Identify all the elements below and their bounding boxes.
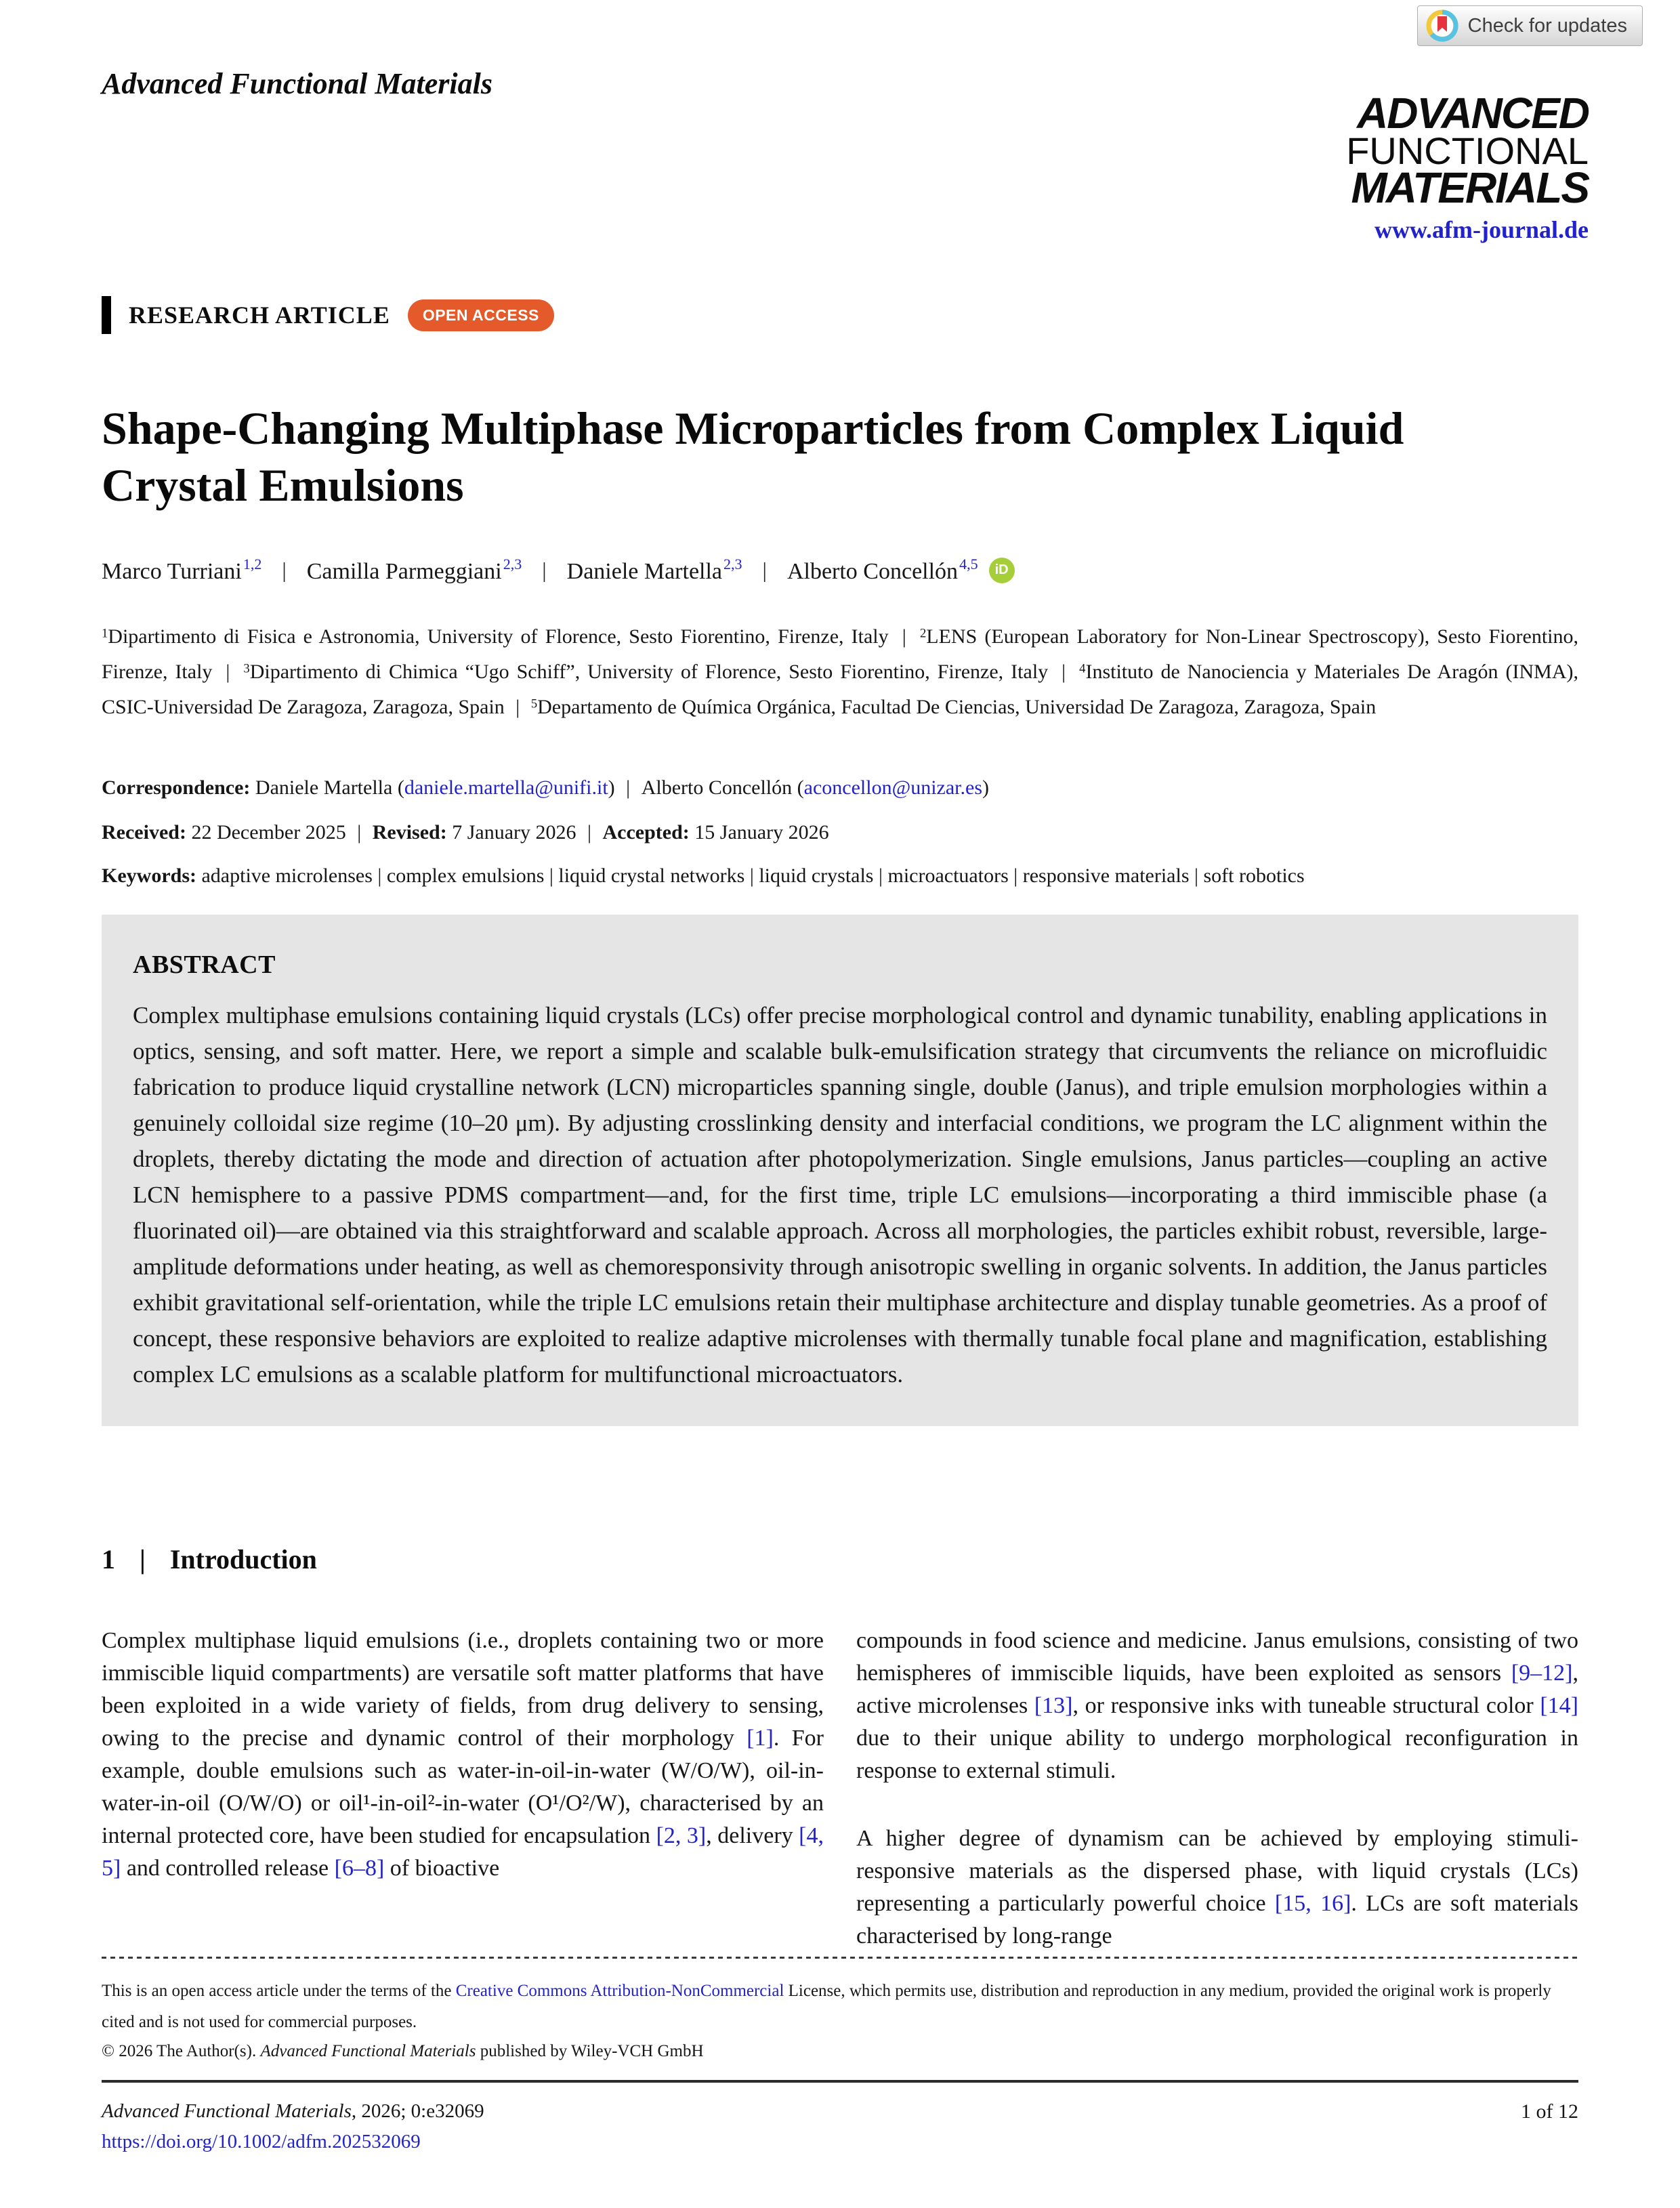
page-number: 1 of 12 [1521,2100,1578,2123]
article-type-label: RESEARCH ARTICLE [129,301,390,329]
article-title: Shape-Changing Multiphase Microparticles from Complex Liquid Crystal Emulsions [102,402,1404,512]
text-segment: 3 [243,661,250,676]
text-segment: 7 January 2026 [452,821,576,843]
copyright-text [102,2042,1578,2061]
text-segment: Keywords: [102,865,202,887]
text-segment: ) [608,776,615,799]
doi-link[interactable]: https://doi.org/10.1002/adfm.202532069 [102,2131,421,2152]
text-segment: adaptive microlenses | complex emulsions | liquid crystal networks | liquid crystals | microactuators | responsive materials | soft robotics [201,865,1305,887]
author-affiliation-sup: 2,3 [503,556,522,572]
author-separator: | [762,558,767,582]
text-segment: | [582,821,597,843]
text-segment: | [621,776,635,799]
keywords-line [102,865,1578,888]
paragraph [102,1625,824,1885]
text-segment: Received: [102,821,192,843]
text-segment: © 2026 The Author(s). [102,2042,261,2060]
dates-line [102,821,1578,844]
text-segment: 22 December 2025 [191,821,346,843]
inline-link[interactable]: Creative Commons Attribution-NonCommercial [455,1982,784,2000]
body-columns [102,1625,1578,1953]
text-segment: and controlled release [121,1856,335,1881]
text-segment: | [352,821,366,843]
text-segment: , delivery [706,1823,799,1848]
author-affiliation-sup: 1,2 [243,556,262,572]
text-segment: Dipartimento di Fisica e Astronomia, University of Florence, Sesto Fiorentino, Firenze, Italy [108,625,889,648]
dashed-divider [102,1957,1578,1959]
text-segment: Alberto Concellón ( [641,776,804,799]
article-type-row [102,296,554,334]
inline-link[interactable]: daniele.martella@unifi.it [404,776,608,799]
author-name: Alberto Concellón$^{4,5}$ [786,556,978,584]
section-number: 1 [102,1544,115,1575]
text-segment: A higher degree of dynamism can be achieved by employing stimuli-responsive materials as the dispersed phase, with liquid crystals (LCs) representing a particularly powerful choice [856,1826,1578,1916]
section-title: Introduction [169,1544,317,1575]
text-segment: Advanced Functional Materials [260,2042,476,2060]
text-segment: Dipartimento di Chimica “Ugo Schiff”, University of Florence, Sesto Fiorentino, Firenze, Italy [249,661,1049,683]
journal-citation [102,2100,484,2123]
article-type-bar [102,296,111,334]
correspondence-line [102,776,1578,799]
abstract-box [102,915,1578,1426]
text-segment: Daniele Martella ( [255,776,404,799]
section-heading-introduction [102,1543,317,1575]
text-segment: Advanced Functional Materials [102,2100,352,2122]
right-column [856,1625,1578,1953]
paragraph [856,1625,1578,1787]
text-segment: 5 [530,696,538,711]
text-segment: compounds in food science and medicine. Janus emulsions, consisting of two hemispheres of immiscible liquids, have been exploited as sensors [856,1628,1578,1686]
text-segment: [1] [747,1726,774,1751]
text-segment: | [218,661,238,683]
author-name: Marco Turriani$^{1,2}$ [102,556,262,584]
text-segment: | [894,625,914,648]
text-segment: [4, 5] [102,1823,824,1881]
logo-line-2: FUNCTIONAL [1346,129,1589,172]
journal-logo [1346,89,1589,244]
text-segment: [15, 16] [1274,1891,1351,1916]
text-segment: Departamento de Química Orgánica, Facultad De Ciencias, Universidad De Zaragoza, Zaragoza, Spain [537,696,1377,718]
text-segment: ) [982,776,989,799]
text-segment: Complex multiphase liquid emulsions (i.e., droplets containing two or more immiscible liquid compartments) are versatile soft matter platforms that have been exploited in a wide variety of fields, from drug delivery to sensing, owing to the precise and dynamic control of their morphology [102,1628,824,1751]
author-name: Daniele Martella$^{2,3}$ [566,556,742,584]
inline-link[interactable]: aconcellon@unizar.es [803,776,982,799]
logo-line-3: MATERIALS [1351,163,1589,213]
text-segment: Accepted: [602,821,695,843]
check-for-updates-label: Check for updates [1467,14,1627,37]
author-affiliation-sup: 4,5 [959,556,978,572]
footer-divider [102,2080,1578,2083]
paragraph [856,1822,1578,1953]
left-column [102,1625,824,1953]
text-segment: [14] [1540,1693,1579,1718]
text-segment: | [510,696,525,718]
text-segment: LENS (European Laboratory for Non-Linear Spectroscopy), Sesto Fiorentino, Firenze, Italy [102,625,1578,683]
text-segment: This is an open access article under the terms of the [102,1982,456,2000]
text-segment: 4 [1079,661,1086,676]
text-segment: | [1054,661,1074,683]
text-segment: due to their unique ability to undergo morphological reconfiguration in response to external stimuli. [856,1726,1578,1783]
text-segment: [2, 3] [656,1823,707,1848]
crossmark-icon [1426,9,1458,42]
text-segment: of bioactive [384,1856,500,1881]
author-affiliation-sup: 2,3 [723,556,742,572]
text-segment: 2 [919,626,927,641]
section-separator: | [140,1544,146,1575]
text-segment: [6–8] [334,1856,385,1881]
author-list [102,556,1015,585]
footer-left [102,2100,484,2153]
text-segment: Instituto de Nanociencia y Materiales De Aragón (INMA), CSIC-Universidad De Zaragoza, Zaragoza, Spain [102,661,1578,718]
text-segment: published by Wiley-VCH GmbH [476,2042,704,2060]
text-segment: Correspondence: [102,776,255,799]
author-separator: | [542,558,547,582]
affiliations [102,619,1578,725]
logo-line-1: ADVANCED [1357,89,1589,138]
running-head-journal-name: Advanced Functional Materials [102,67,492,100]
text-segment: 1 [102,626,108,641]
text-segment: , active microlenses [856,1661,1578,1718]
open-access-badge: OPEN ACCESS [408,299,554,331]
author-separator: | [282,558,287,582]
license-text [102,1976,1578,2038]
text-segment: License, which permits use, distribution and reproduction in any medium, provided the original work is properly cited and is not used for commercial purposes. [102,1982,1551,2031]
journal-url-link[interactable]: www.afm-journal.de [1374,216,1589,244]
text-segment: , 2026; 0:e32069 [351,2100,484,2122]
text-segment: Revised: [372,821,453,843]
text-segment: 15 January 2026 [694,821,829,843]
text-segment: . For example, double emulsions such as water-in-oil-in-water (W/O/W), oil-in-water-in-oil (O/W/O) or oil¹-in-oil²-in-water (O¹/O²/W), characterised by an internal protected core, have been studied for encapsulation [102,1726,824,1848]
abstract-heading: ABSTRACT [133,951,276,979]
check-for-updates-button[interactable] [1417,5,1643,46]
text-segment: , or responsive inks with tuneable structural color [1072,1693,1540,1718]
footer [102,2100,1578,2153]
orcid-icon[interactable]: iD [989,558,1015,583]
text-segment: . LCs are soft materials characterised by long-range [856,1891,1578,1949]
text-segment: [13] [1034,1693,1073,1718]
text-segment: [9–12] [1511,1661,1573,1686]
author-name: Camilla Parmeggiani$^{2,3}$ [306,556,522,584]
abstract-text: Complex multiphase emulsions containing liquid crystals (LCs) offer precise morphological control and dynamic tunability, enabling applications in optics, sensing, and soft matter. Here, we report a simple and scalable bulk-emulsification strategy that circumvents the reliance on microfluidic fabrication to produce liquid crystalline network (LCN) microparticles spanning single, double (Janus), and triple emulsion morphologies within a genuinely colloidal size regime (10–20 μm). By adjusting crosslinking density and interfacial conditions, we program the LC alignment within the droplets, thereby dictating the mode and direction of actuation after photopolymerization. Single emulsions, Janus particles—coupling an active LCN hemisphere to a passive PDMS compartment—and, for the first time, triple LC emulsions—incorporating a third immiscible phase (a fluorinated oil)—are obtained via this straightforward and scalable approach. Across all morphologies, the particles exhibit robust, reversible, large-amplitude deformations under heating, as well as chemoresponsivity through anisotropic swelling in organic solvents. In addition, the Janus particles exhibit gravitational self-orientation, while the triple LC emulsions retain their multiphase architecture and display tunable geometries. As a proof of concept, these responsive behaviors are exploited to realize adaptive microlenses with thermally tunable focal plane and magnification, establishing complex LC emulsions as a scalable platform for multifunctional microactuators. [133,1002,1547,1388]
